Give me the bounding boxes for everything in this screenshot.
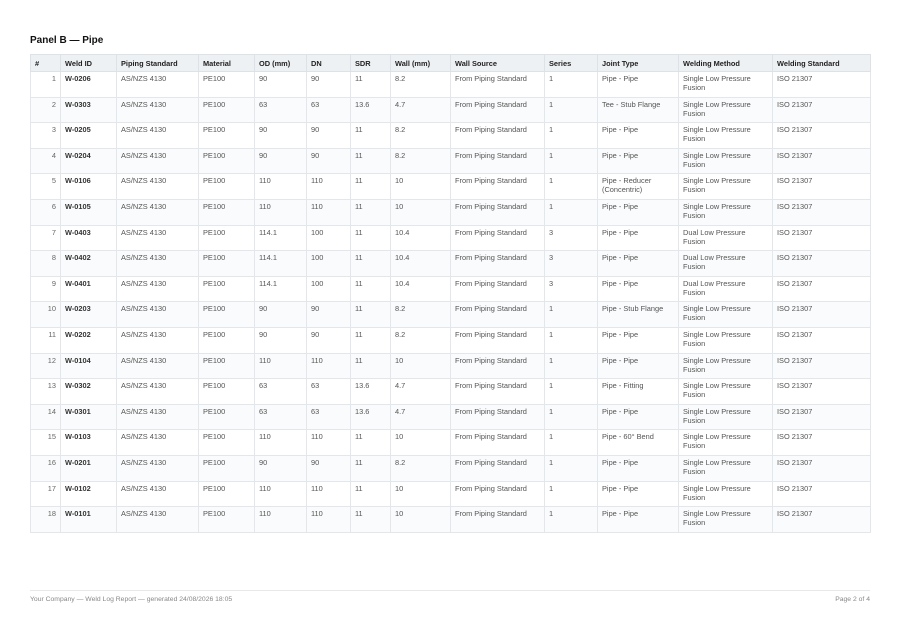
cell-welding-standard: ISO 21307 bbox=[773, 97, 871, 123]
cell-wall-source: From Piping Standard bbox=[451, 123, 545, 149]
cell-series: 1 bbox=[545, 404, 598, 430]
cell-welding-method: Dual Low Pressure Fusion bbox=[679, 276, 773, 302]
cell-welding-method: Single Low Pressure Fusion bbox=[679, 199, 773, 225]
cell-welding-standard: ISO 21307 bbox=[773, 430, 871, 456]
cell-index: 4 bbox=[31, 148, 61, 174]
cell-material: PE100 bbox=[199, 72, 255, 98]
cell-index: 1 bbox=[31, 72, 61, 98]
cell-dn: 110 bbox=[307, 430, 351, 456]
cell-piping-standard: AS/NZS 4130 bbox=[117, 455, 199, 481]
cell-material: PE100 bbox=[199, 507, 255, 533]
cell-welding-method: Single Low Pressure Fusion bbox=[679, 327, 773, 353]
cell-joint-type: Pipe - Fitting bbox=[598, 379, 679, 405]
cell-welding-standard: ISO 21307 bbox=[773, 123, 871, 149]
cell-wall-source: From Piping Standard bbox=[451, 174, 545, 200]
cell-sdr: 11 bbox=[351, 174, 391, 200]
cell-material: PE100 bbox=[199, 353, 255, 379]
cell-series: 1 bbox=[545, 123, 598, 149]
cell-joint-type: Pipe - Pipe bbox=[598, 199, 679, 225]
cell-weld-id: W-0105 bbox=[61, 199, 117, 225]
cell-joint-type: Pipe - Pipe bbox=[598, 251, 679, 277]
cell-dn: 100 bbox=[307, 225, 351, 251]
cell-welding-standard: ISO 21307 bbox=[773, 225, 871, 251]
cell-weld-id: W-0301 bbox=[61, 404, 117, 430]
cell-dn: 63 bbox=[307, 404, 351, 430]
cell-wall: 10 bbox=[391, 199, 451, 225]
cell-wall-source: From Piping Standard bbox=[451, 481, 545, 507]
cell-welding-standard: ISO 21307 bbox=[773, 353, 871, 379]
footer-report-info: Your Company — Weld Log Report — generated 24/08/2026 18:05 bbox=[30, 596, 233, 603]
cell-wall-source: From Piping Standard bbox=[451, 430, 545, 456]
cell-index: 12 bbox=[31, 353, 61, 379]
cell-material: PE100 bbox=[199, 97, 255, 123]
cell-welding-method: Single Low Pressure Fusion bbox=[679, 404, 773, 430]
cell-material: PE100 bbox=[199, 123, 255, 149]
cell-material: PE100 bbox=[199, 404, 255, 430]
cell-weld-id: W-0201 bbox=[61, 455, 117, 481]
cell-piping-standard: AS/NZS 4130 bbox=[117, 481, 199, 507]
cell-series: 3 bbox=[545, 276, 598, 302]
cell-piping-standard: AS/NZS 4130 bbox=[117, 404, 199, 430]
cell-index: 7 bbox=[31, 225, 61, 251]
cell-dn: 100 bbox=[307, 276, 351, 302]
cell-weld-id: W-0102 bbox=[61, 481, 117, 507]
cell-welding-standard: ISO 21307 bbox=[773, 276, 871, 302]
cell-sdr: 11 bbox=[351, 353, 391, 379]
cell-dn: 63 bbox=[307, 97, 351, 123]
cell-sdr: 11 bbox=[351, 72, 391, 98]
cell-series: 1 bbox=[545, 174, 598, 200]
cell-material: PE100 bbox=[199, 481, 255, 507]
cell-sdr: 11 bbox=[351, 302, 391, 328]
col-header-od[interactable]: OD (mm) bbox=[255, 55, 307, 72]
cell-weld-id: W-0403 bbox=[61, 225, 117, 251]
cell-weld-id: W-0202 bbox=[61, 327, 117, 353]
cell-index: 3 bbox=[31, 123, 61, 149]
cell-piping-standard: AS/NZS 4130 bbox=[117, 174, 199, 200]
cell-sdr: 11 bbox=[351, 123, 391, 149]
cell-dn: 110 bbox=[307, 353, 351, 379]
cell-wall-source: From Piping Standard bbox=[451, 199, 545, 225]
cell-material: PE100 bbox=[199, 455, 255, 481]
cell-series: 1 bbox=[545, 455, 598, 481]
cell-joint-type: Pipe - Pipe bbox=[598, 404, 679, 430]
col-header-welding-method[interactable]: Welding Method bbox=[679, 55, 773, 72]
cell-index: 10 bbox=[31, 302, 61, 328]
cell-joint-type: Pipe - Pipe bbox=[598, 148, 679, 174]
cell-weld-id: W-0206 bbox=[61, 72, 117, 98]
cell-welding-standard: ISO 21307 bbox=[773, 404, 871, 430]
cell-welding-method: Single Low Pressure Fusion bbox=[679, 353, 773, 379]
cell-index: 8 bbox=[31, 251, 61, 277]
cell-od: 110 bbox=[255, 481, 307, 507]
cell-wall-source: From Piping Standard bbox=[451, 97, 545, 123]
cell-welding-standard: ISO 21307 bbox=[773, 251, 871, 277]
col-header-wall[interactable]: Wall (mm) bbox=[391, 55, 451, 72]
cell-piping-standard: AS/NZS 4130 bbox=[117, 148, 199, 174]
cell-material: PE100 bbox=[199, 199, 255, 225]
cell-joint-type: Pipe - 60° Bend bbox=[598, 430, 679, 456]
cell-dn: 90 bbox=[307, 148, 351, 174]
cell-wall-source: From Piping Standard bbox=[451, 72, 545, 98]
cell-welding-method: Single Low Pressure Fusion bbox=[679, 97, 773, 123]
cell-od: 114.1 bbox=[255, 276, 307, 302]
cell-joint-type: Tee - Stub Flange bbox=[598, 97, 679, 123]
cell-index: 9 bbox=[31, 276, 61, 302]
cell-sdr: 11 bbox=[351, 251, 391, 277]
col-header-weld-id[interactable]: Weld ID bbox=[61, 55, 117, 72]
cell-welding-method: Single Low Pressure Fusion bbox=[679, 379, 773, 405]
cell-sdr: 11 bbox=[351, 148, 391, 174]
cell-welding-standard: ISO 21307 bbox=[773, 302, 871, 328]
report-page bbox=[30, 30, 870, 533]
cell-weld-id: W-0203 bbox=[61, 302, 117, 328]
table-row[interactable] bbox=[31, 123, 871, 149]
cell-joint-type: Pipe - Pipe bbox=[598, 72, 679, 98]
cell-welding-standard: ISO 21307 bbox=[773, 481, 871, 507]
cell-series: 1 bbox=[545, 302, 598, 328]
cell-dn: 110 bbox=[307, 199, 351, 225]
cell-piping-standard: AS/NZS 4130 bbox=[117, 251, 199, 277]
cell-od: 90 bbox=[255, 302, 307, 328]
cell-od: 110 bbox=[255, 199, 307, 225]
cell-series: 1 bbox=[545, 199, 598, 225]
cell-series: 1 bbox=[545, 481, 598, 507]
cell-wall: 10 bbox=[391, 481, 451, 507]
cell-welding-method: Single Low Pressure Fusion bbox=[679, 507, 773, 533]
cell-od: 110 bbox=[255, 507, 307, 533]
cell-material: PE100 bbox=[199, 327, 255, 353]
panel-title: Panel B — Pipe bbox=[30, 35, 104, 46]
cell-od: 90 bbox=[255, 148, 307, 174]
cell-sdr: 13.6 bbox=[351, 97, 391, 123]
cell-index: 17 bbox=[31, 481, 61, 507]
col-header-series[interactable]: Series bbox=[545, 55, 598, 72]
table-row[interactable] bbox=[31, 430, 871, 456]
cell-dn: 90 bbox=[307, 302, 351, 328]
cell-wall: 10.4 bbox=[391, 276, 451, 302]
cell-index: 14 bbox=[31, 404, 61, 430]
cell-wall: 8.2 bbox=[391, 72, 451, 98]
cell-dn: 90 bbox=[307, 72, 351, 98]
cell-material: PE100 bbox=[199, 276, 255, 302]
cell-welding-standard: ISO 21307 bbox=[773, 455, 871, 481]
cell-od: 90 bbox=[255, 123, 307, 149]
cell-wall-source: From Piping Standard bbox=[451, 276, 545, 302]
cell-welding-method: Dual Low Pressure Fusion bbox=[679, 225, 773, 251]
cell-welding-method: Dual Low Pressure Fusion bbox=[679, 251, 773, 277]
cell-wall: 4.7 bbox=[391, 97, 451, 123]
table-row[interactable] bbox=[31, 199, 871, 225]
cell-series: 1 bbox=[545, 353, 598, 379]
col-header-index[interactable]: # bbox=[31, 55, 61, 72]
cell-piping-standard: AS/NZS 4130 bbox=[117, 353, 199, 379]
cell-weld-id: W-0103 bbox=[61, 430, 117, 456]
cell-od: 110 bbox=[255, 430, 307, 456]
cell-sdr: 13.6 bbox=[351, 379, 391, 405]
cell-wall: 8.2 bbox=[391, 327, 451, 353]
cell-sdr: 11 bbox=[351, 199, 391, 225]
cell-wall: 8.2 bbox=[391, 455, 451, 481]
cell-wall: 10.4 bbox=[391, 251, 451, 277]
table-row[interactable] bbox=[31, 97, 871, 123]
cell-welding-method: Single Low Pressure Fusion bbox=[679, 430, 773, 456]
cell-weld-id: W-0205 bbox=[61, 123, 117, 149]
table-row[interactable] bbox=[31, 302, 871, 328]
table-row[interactable] bbox=[31, 455, 871, 481]
cell-dn: 63 bbox=[307, 379, 351, 405]
cell-index: 6 bbox=[31, 199, 61, 225]
cell-wall-source: From Piping Standard bbox=[451, 455, 545, 481]
weld-table bbox=[30, 54, 871, 533]
cell-od: 63 bbox=[255, 379, 307, 405]
cell-welding-method: Single Low Pressure Fusion bbox=[679, 72, 773, 98]
cell-piping-standard: AS/NZS 4130 bbox=[117, 72, 199, 98]
cell-weld-id: W-0402 bbox=[61, 251, 117, 277]
cell-piping-standard: AS/NZS 4130 bbox=[117, 276, 199, 302]
cell-od: 63 bbox=[255, 404, 307, 430]
col-header-welding-standard[interactable]: Welding Standard bbox=[773, 55, 871, 72]
cell-sdr: 11 bbox=[351, 276, 391, 302]
cell-od: 114.1 bbox=[255, 225, 307, 251]
table-row[interactable] bbox=[31, 481, 871, 507]
cell-od: 114.1 bbox=[255, 251, 307, 277]
cell-dn: 110 bbox=[307, 174, 351, 200]
cell-weld-id: W-0302 bbox=[61, 379, 117, 405]
cell-joint-type: Pipe - Stub Flange bbox=[598, 302, 679, 328]
cell-welding-standard: ISO 21307 bbox=[773, 379, 871, 405]
cell-wall: 8.2 bbox=[391, 148, 451, 174]
cell-wall-source: From Piping Standard bbox=[451, 148, 545, 174]
col-header-sdr[interactable]: SDR bbox=[351, 55, 391, 72]
cell-material: PE100 bbox=[199, 302, 255, 328]
cell-welding-standard: ISO 21307 bbox=[773, 507, 871, 533]
cell-series: 1 bbox=[545, 507, 598, 533]
cell-wall: 4.7 bbox=[391, 379, 451, 405]
cell-piping-standard: AS/NZS 4130 bbox=[117, 379, 199, 405]
cell-series: 1 bbox=[545, 97, 598, 123]
cell-wall-source: From Piping Standard bbox=[451, 379, 545, 405]
cell-wall: 10 bbox=[391, 430, 451, 456]
cell-weld-id: W-0303 bbox=[61, 97, 117, 123]
cell-wall: 8.2 bbox=[391, 302, 451, 328]
cell-piping-standard: AS/NZS 4130 bbox=[117, 199, 199, 225]
cell-joint-type: Pipe - Pipe bbox=[598, 353, 679, 379]
cell-wall-source: From Piping Standard bbox=[451, 327, 545, 353]
cell-welding-standard: ISO 21307 bbox=[773, 327, 871, 353]
page-footer bbox=[30, 590, 870, 603]
cell-index: 15 bbox=[31, 430, 61, 456]
table-row[interactable] bbox=[31, 404, 871, 430]
cell-joint-type: Pipe - Pipe bbox=[598, 276, 679, 302]
table-row[interactable] bbox=[31, 174, 871, 200]
cell-welding-standard: ISO 21307 bbox=[773, 148, 871, 174]
cell-welding-standard: ISO 21307 bbox=[773, 199, 871, 225]
cell-material: PE100 bbox=[199, 148, 255, 174]
cell-od: 90 bbox=[255, 455, 307, 481]
cell-series: 1 bbox=[545, 379, 598, 405]
cell-od: 110 bbox=[255, 174, 307, 200]
cell-welding-method: Single Low Pressure Fusion bbox=[679, 174, 773, 200]
cell-sdr: 11 bbox=[351, 507, 391, 533]
col-header-wall-source[interactable]: Wall Source bbox=[451, 55, 545, 72]
cell-wall-source: From Piping Standard bbox=[451, 353, 545, 379]
cell-dn: 110 bbox=[307, 481, 351, 507]
table-header-row bbox=[31, 55, 871, 72]
cell-joint-type: Pipe - Pipe bbox=[598, 507, 679, 533]
cell-index: 18 bbox=[31, 507, 61, 533]
cell-index: 5 bbox=[31, 174, 61, 200]
cell-dn: 90 bbox=[307, 327, 351, 353]
cell-dn: 90 bbox=[307, 123, 351, 149]
table-row[interactable] bbox=[31, 507, 871, 533]
cell-piping-standard: AS/NZS 4130 bbox=[117, 123, 199, 149]
cell-joint-type: Pipe - Pipe bbox=[598, 123, 679, 149]
cell-dn: 90 bbox=[307, 455, 351, 481]
cell-wall: 4.7 bbox=[391, 404, 451, 430]
cell-od: 110 bbox=[255, 353, 307, 379]
cell-piping-standard: AS/NZS 4130 bbox=[117, 430, 199, 456]
col-header-dn[interactable]: DN bbox=[307, 55, 351, 72]
table-row[interactable] bbox=[31, 353, 871, 379]
cell-weld-id: W-0106 bbox=[61, 174, 117, 200]
table-row[interactable] bbox=[31, 225, 871, 251]
cell-piping-standard: AS/NZS 4130 bbox=[117, 507, 199, 533]
cell-index: 16 bbox=[31, 455, 61, 481]
cell-index: 2 bbox=[31, 97, 61, 123]
cell-index: 11 bbox=[31, 327, 61, 353]
cell-welding-method: Single Low Pressure Fusion bbox=[679, 148, 773, 174]
cell-welding-method: Single Low Pressure Fusion bbox=[679, 302, 773, 328]
cell-dn: 110 bbox=[307, 507, 351, 533]
table-row[interactable] bbox=[31, 379, 871, 405]
cell-welding-method: Single Low Pressure Fusion bbox=[679, 481, 773, 507]
cell-welding-standard: ISO 21307 bbox=[773, 174, 871, 200]
cell-series: 3 bbox=[545, 225, 598, 251]
cell-series: 3 bbox=[545, 251, 598, 277]
cell-joint-type: Pipe - Pipe bbox=[598, 225, 679, 251]
cell-series: 1 bbox=[545, 148, 598, 174]
cell-od: 90 bbox=[255, 72, 307, 98]
cell-piping-standard: AS/NZS 4130 bbox=[117, 327, 199, 353]
cell-sdr: 11 bbox=[351, 225, 391, 251]
weld-table-body bbox=[31, 72, 871, 533]
col-header-piping-standard[interactable]: Piping Standard bbox=[117, 55, 199, 72]
cell-joint-type: Pipe - Pipe bbox=[598, 481, 679, 507]
table-row[interactable] bbox=[31, 251, 871, 277]
cell-sdr: 13.6 bbox=[351, 404, 391, 430]
cell-material: PE100 bbox=[199, 251, 255, 277]
cell-material: PE100 bbox=[199, 225, 255, 251]
cell-index: 13 bbox=[31, 379, 61, 405]
cell-welding-standard: ISO 21307 bbox=[773, 72, 871, 98]
cell-wall-source: From Piping Standard bbox=[451, 251, 545, 277]
cell-wall-source: From Piping Standard bbox=[451, 302, 545, 328]
cell-welding-method: Single Low Pressure Fusion bbox=[679, 455, 773, 481]
cell-piping-standard: AS/NZS 4130 bbox=[117, 97, 199, 123]
col-header-material[interactable]: Material bbox=[199, 55, 255, 72]
cell-joint-type: Pipe - Pipe bbox=[598, 455, 679, 481]
cell-wall: 8.2 bbox=[391, 123, 451, 149]
cell-series: 1 bbox=[545, 72, 598, 98]
cell-material: PE100 bbox=[199, 174, 255, 200]
cell-od: 90 bbox=[255, 327, 307, 353]
cell-welding-method: Single Low Pressure Fusion bbox=[679, 123, 773, 149]
cell-wall-source: From Piping Standard bbox=[451, 404, 545, 430]
cell-dn: 100 bbox=[307, 251, 351, 277]
table-row[interactable] bbox=[31, 327, 871, 353]
cell-joint-type: Pipe - Pipe bbox=[598, 327, 679, 353]
footer-page-number: Page 2 of 4 bbox=[835, 596, 870, 603]
cell-weld-id: W-0101 bbox=[61, 507, 117, 533]
cell-weld-id: W-0204 bbox=[61, 148, 117, 174]
cell-sdr: 11 bbox=[351, 430, 391, 456]
table-row[interactable] bbox=[31, 72, 871, 98]
cell-wall: 10 bbox=[391, 507, 451, 533]
cell-wall-source: From Piping Standard bbox=[451, 507, 545, 533]
cell-wall: 10 bbox=[391, 353, 451, 379]
table-row[interactable] bbox=[31, 276, 871, 302]
cell-wall: 10 bbox=[391, 174, 451, 200]
cell-material: PE100 bbox=[199, 430, 255, 456]
cell-od: 63 bbox=[255, 97, 307, 123]
cell-weld-id: W-0104 bbox=[61, 353, 117, 379]
col-header-joint-type[interactable]: Joint Type bbox=[598, 55, 679, 72]
cell-series: 1 bbox=[545, 430, 598, 456]
cell-wall-source: From Piping Standard bbox=[451, 225, 545, 251]
table-row[interactable] bbox=[31, 148, 871, 174]
cell-wall: 10.4 bbox=[391, 225, 451, 251]
cell-series: 1 bbox=[545, 327, 598, 353]
cell-joint-type: Pipe - Reducer (Concentric) bbox=[598, 174, 679, 200]
cell-piping-standard: AS/NZS 4130 bbox=[117, 302, 199, 328]
cell-material: PE100 bbox=[199, 379, 255, 405]
cell-sdr: 11 bbox=[351, 327, 391, 353]
cell-sdr: 11 bbox=[351, 455, 391, 481]
cell-sdr: 11 bbox=[351, 481, 391, 507]
cell-weld-id: W-0401 bbox=[61, 276, 117, 302]
cell-piping-standard: AS/NZS 4130 bbox=[117, 225, 199, 251]
